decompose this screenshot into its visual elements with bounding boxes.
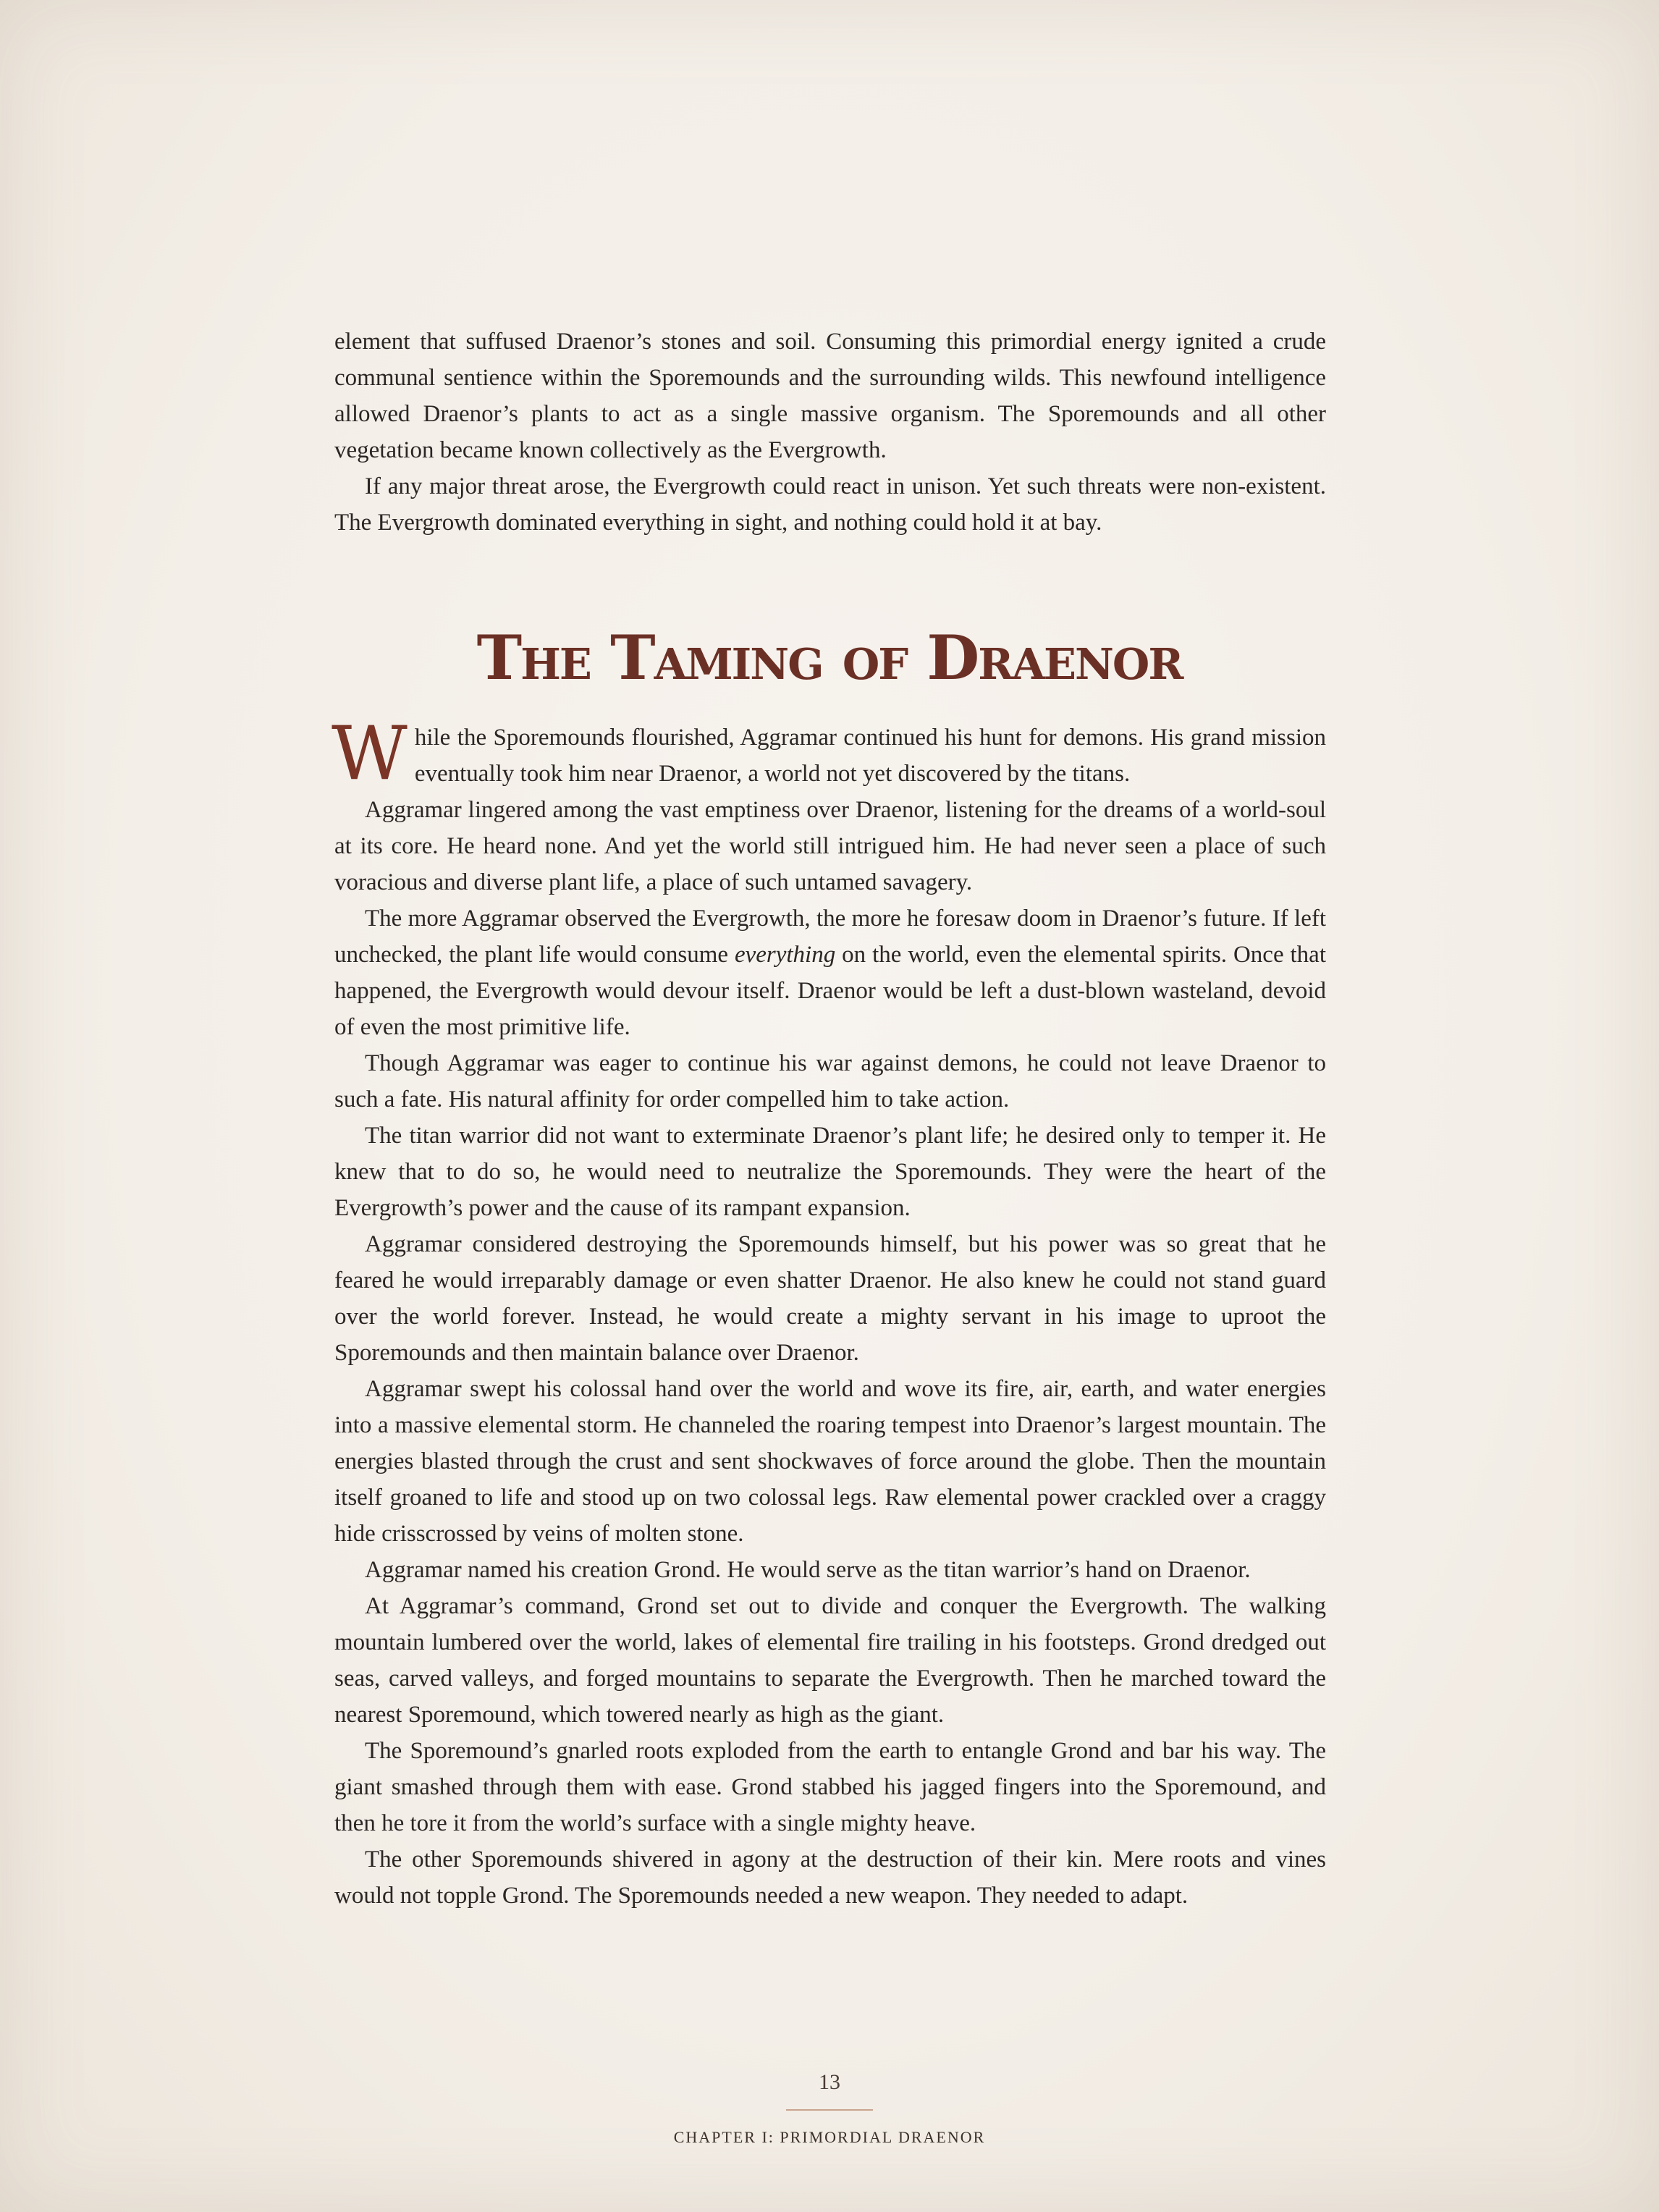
footer-divider bbox=[786, 2109, 873, 2111]
body-paragraph: The titan warrior did not want to exterminate Draenor’s plant life; he desired only to temper it. He knew that to do so, he would need to neutralize the Sporemounds. They were the heart of the Evergrowth’s power and the cause of its rampant expansion. bbox=[334, 1123, 1326, 1221]
first-paragraph-text: hile the Sporemounds flourished, Aggramar continued his hunt for demons. His grand mission eventually took him near Draenor, a world not yet discovered by the titans. bbox=[414, 725, 1326, 787]
body-paragraph: Aggramar lingered among the vast emptiness over Draenor, listening for the dreams of a world-soul at its core. He heard none. And yet the world still intrigued him. He had never seen a place of such voracious and diverse plant life, a place of such untamed savagery. bbox=[334, 797, 1326, 895]
page-number: 13 bbox=[819, 2070, 840, 2094]
drop-cap: W bbox=[332, 711, 408, 797]
body-paragraph: The other Sporemounds shivered in agony at the destruction of their kin. Mere roots and vines would not topple Grond. The Sporemounds needed a new weapon. They needed to adapt. bbox=[334, 1846, 1326, 1909]
section-body bbox=[332, 711, 1326, 1914]
body-paragraph: Aggramar considered destroying the Sporemounds himself, but his power was so great that he feared he would irreparably damage or even shatter Draenor. He also knew he could not stand guard over the world forever. Instead, he would create a mighty servant in his image to uproot the Sporemounds and then maintain balance over Draenor. bbox=[334, 1231, 1326, 1366]
body-paragraph: At Aggramar’s command, Grond set out to divide and conquer the Evergrowth. The walking mountain lumbered over the world, lakes of elemental fire trailing in his footsteps. Grond dredged out seas, carved valleys, and forged mountains to separate the Evergrowth. Then he marched toward the nearest Sporemound, which towered nearly as high as the giant. bbox=[334, 1593, 1326, 1728]
first-paragraph bbox=[332, 711, 1326, 797]
paragraph-text: The more Aggramar observed the Evergrowth, the more he foresaw doom in Draenor’s future. If left unchecked, the plant life would consume bbox=[334, 906, 1326, 968]
body-paragraph: Though Aggramar was eager to continue his war against demons, he could not leave Draenor to such a fate. His natural affinity for order compelled him to take action. bbox=[334, 1050, 1326, 1113]
body-paragraph: Aggramar named his creation Grond. He would serve as the titan warrior’s hand on Draenor. bbox=[365, 1557, 1251, 1583]
intro-text-block bbox=[334, 324, 1326, 541]
chapter-footer: CHAPTER I: PRIMORDIAL DRAENOR bbox=[673, 2128, 986, 2146]
body-paragraph bbox=[334, 900, 1326, 1045]
emphasis-text: everything bbox=[734, 942, 836, 968]
intro-paragraph: If any major threat arose, the Evergrowth could react in unison. Yet such threats were non-existent. The Evergrowth dominated everything in sight, and nothing could hold it at bay. bbox=[334, 473, 1326, 536]
body-paragraph: The Sporemound’s gnarled roots exploded from the earth to entangle Grond and bar his way. The giant smashed through them with ease. Grond stabbed his jagged fingers into the Sporemound, and then he tore it from the world’s surface with a single mighty heave. bbox=[334, 1738, 1326, 1836]
body-paragraph: Aggramar swept his colossal hand over the world and wove its fire, air, earth, and water energies into a massive elemental storm. He channeled the roaring tempest into Draenor’s largest mountain. The energies blasted through the crust and sent shockwaves of force around the globe. Then the mountain itself groaned to life and stood up on two colossal legs. Raw elemental power crackled over a craggy hide crisscrossed by veins of molten stone. bbox=[334, 1376, 1326, 1547]
intro-paragraph: element that suffused Draenor’s stones and soil. Consuming this primordial energy ignited a crude communal sentience within the Sporemounds and the surrounding wilds. This newfound intelligence allowed Draenor’s plants to act as a single massive organism. The Sporemounds and all other vegetation became known collectively as the Evergrowth. bbox=[334, 329, 1326, 463]
paragraph-text: on the world, even the elemental spirits. Once that happened, the Evergrowth would devour itself. Draenor would be left a dust-blown wasteland, devoid of even the most primitive life. bbox=[334, 942, 1326, 1040]
section-heading: The Taming of Draenor bbox=[476, 622, 1183, 693]
